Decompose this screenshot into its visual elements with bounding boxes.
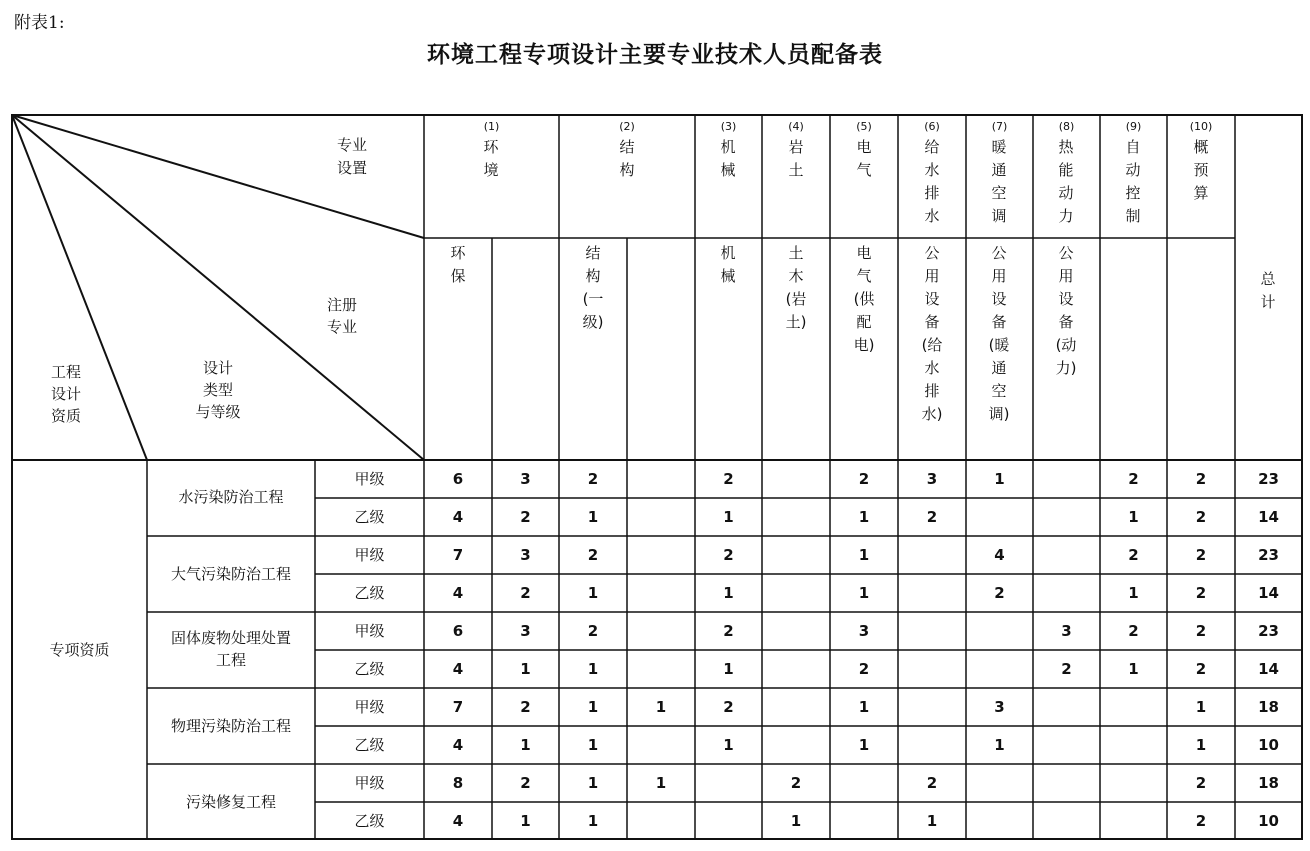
table-cell: 2 [1195,546,1207,564]
specialty-name: 概预算 [1193,138,1209,202]
total-header: 总计 [1260,270,1276,311]
table-cell [627,574,695,612]
project-type-label: 固体废物处理处置工程 [170,629,291,669]
grade-label: 甲级 [354,470,385,488]
table-cell [1033,802,1100,840]
total-cell: 10 [1258,736,1279,754]
table-cell [762,612,830,650]
qualification-label: 专项资质 [49,641,110,659]
table-cell [1033,764,1100,802]
corner-label-zizhi: 资质 [50,407,81,425]
corner-label-sheji: 设计 [202,359,233,377]
table-cell: 1 [723,660,734,678]
registered-label: 结构(一级) [582,244,604,331]
specialty-index: (6) [924,120,940,133]
registered-label: 公用设备(给水排水) [921,244,943,423]
table-cell: 2 [858,660,870,678]
annex-label: 附表1: [14,13,65,33]
table-cell: 2 [858,470,870,488]
table-cell [1033,688,1100,726]
grade-label: 甲级 [354,622,385,640]
table-cell: 2 [520,698,531,716]
specialty-index: (3) [720,120,737,133]
corner-label-zhuce: 注册 [326,296,357,314]
table-cell [1033,726,1100,764]
table-cell: 2 [1195,508,1207,526]
table-cell: 1 [1195,698,1207,716]
table-cell: 1 [926,812,938,830]
table-cell [966,612,1033,650]
registered-label: 公用设备(动力) [1055,244,1077,377]
table-cell: 1 [790,812,802,830]
table-cell: 2 [1195,774,1207,792]
grade-label: 乙级 [354,812,385,830]
table-cell: 2 [587,546,599,564]
table-cell: 1 [1128,584,1139,602]
table-cell [627,536,695,574]
table-cell [1033,536,1100,574]
table-cell: 2 [520,774,531,792]
table-cell: 2 [994,584,1005,602]
specialty-name: 自动控制 [1125,138,1141,225]
grade-label: 甲级 [354,774,385,792]
table-cell: 3 [520,470,531,488]
table-cell: 1 [655,774,667,792]
table-cell [966,498,1033,536]
registered-label: 土木(岩土) [785,244,807,331]
specialty-index: (10) [1189,120,1213,133]
grade-label: 甲级 [354,546,385,564]
table-cell: 2 [926,774,938,792]
registered-label: 环保 [450,244,466,285]
specialty-name: 电气 [856,138,872,179]
table-cell: 1 [1195,736,1207,754]
table-cell: 2 [926,508,938,526]
table-cell: 2 [587,470,599,488]
table-cell: 2 [1128,622,1139,640]
table-cell: 1 [587,774,599,792]
table-cell [627,460,695,498]
corner-label-dengji: 与等级 [195,403,241,421]
specialty-name: 岩土 [788,138,804,179]
table-cell: 1 [520,736,531,754]
table-cell: 4 [452,812,464,830]
table-cell [762,574,830,612]
table-cell [898,612,966,650]
table-cell [627,726,695,764]
table-cell: 1 [858,736,870,754]
table-cell: 1 [1128,508,1139,526]
specialty-index: (4) [788,120,804,133]
corner-label-zhuce-zhuanye: 专业 [326,318,357,336]
table-cell: 2 [1195,584,1207,602]
project-type-label: 物理污染防治工程 [170,717,291,735]
grade-label: 甲级 [354,698,385,716]
table-cell: 3 [520,622,531,640]
total-cell: 23 [1258,622,1279,640]
table-cell [627,498,695,536]
table-cell: 1 [587,812,599,830]
total-cell: 14 [1258,508,1279,526]
table-cell [762,498,830,536]
table-cell: 1 [587,584,599,602]
table-cell: 1 [1128,660,1139,678]
specialty-index: (1) [483,120,500,133]
specialty-name: 暖通空调 [991,138,1007,225]
page-title: 环境工程专项设计主要专业技术人员配备表 [427,42,883,68]
specialty-name: 给水排水 [924,138,940,225]
table-cell: 7 [452,546,464,564]
table-cell: 4 [994,546,1005,564]
registered-label: 电气(供配电) [853,244,875,354]
table-cell: 1 [858,546,870,564]
table-cell: 1 [520,812,531,830]
table-cell [762,688,830,726]
table-cell: 3 [1061,622,1072,640]
table-cell: 2 [520,508,531,526]
table-cell [966,802,1033,840]
specialty-index: (5) [856,120,872,133]
table-cell: 1 [723,584,734,602]
registered-label: 机械 [720,244,736,285]
table-cell: 8 [452,774,464,792]
specialty-index: (8) [1058,120,1075,133]
table-cell: 2 [1128,470,1139,488]
corner-label-gongcheng: 工程 [50,363,81,381]
table-cell: 3 [858,622,870,640]
table-cell: 1 [858,584,870,602]
specialty-index: (2) [619,120,635,133]
table-cell: 4 [452,584,464,602]
table-cell: 1 [723,508,734,526]
table-cell [627,612,695,650]
table-cell [1100,802,1167,840]
table-cell [830,764,898,802]
project-type-label: 大气污染防治工程 [170,565,291,583]
table-cell [898,726,966,764]
table-cell [762,460,830,498]
table-cell: 2 [587,622,599,640]
table-cell [1100,688,1167,726]
table-cell: 2 [1128,546,1139,564]
registered-label: 公用设备(暖通空调) [988,244,1010,423]
table-cell [966,650,1033,688]
table-cell: 2 [1061,660,1072,678]
total-cell: 23 [1258,470,1279,488]
specialty-index: (7) [991,120,1008,133]
corner-label-sheji2: 设计 [50,385,81,403]
table-cell: 2 [723,698,734,716]
grade-label: 乙级 [354,584,385,602]
table-cell: 2 [790,774,802,792]
table-cell: 1 [994,736,1005,754]
table-cell [1033,574,1100,612]
table-cell [898,536,966,574]
table-cell [627,650,695,688]
table-cell [762,650,830,688]
corner-label-zhuanye: 专业 [336,136,367,154]
grade-label: 乙级 [354,508,385,526]
table-cell: 2 [723,622,734,640]
table-cell: 1 [994,470,1005,488]
table-cell: 4 [452,736,464,754]
total-cell: 23 [1258,546,1279,564]
table-cell: 2 [520,584,531,602]
total-cell: 14 [1258,584,1279,602]
table-cell [695,764,762,802]
total-cell: 18 [1258,698,1279,716]
table-cell: 2 [1195,470,1207,488]
table-cell [1100,726,1167,764]
table-cell: 2 [1195,660,1207,678]
table-cell [1100,764,1167,802]
table-cell: 3 [994,698,1005,716]
total-cell: 18 [1258,774,1279,792]
corner-label-leixing: 类型 [202,381,233,399]
table-cell [898,650,966,688]
table-cell: 4 [452,508,464,526]
table-cell: 3 [520,546,531,564]
table-cell [695,802,762,840]
table-cell: 1 [858,508,870,526]
table-cell [1033,498,1100,536]
grade-label: 乙级 [354,660,385,678]
table-cell: 7 [452,698,464,716]
table-cell: 2 [723,546,734,564]
table-cell: 1 [655,698,667,716]
table-cell [762,536,830,574]
total-cell: 10 [1258,812,1279,830]
specialty-name: 环境 [483,138,499,179]
table-cell [1033,460,1100,498]
specialty-name: 热能动力 [1058,138,1074,225]
table-cell: 1 [587,508,599,526]
project-type-label: 污染修复工程 [185,793,276,811]
table-cell: 2 [723,470,734,488]
specialty-name: 机械 [720,138,736,179]
total-cell: 14 [1258,660,1279,678]
table-cell: 3 [926,470,938,488]
table-cell: 1 [587,736,599,754]
table-cell: 4 [452,660,464,678]
corner-label-shezhi: 设置 [336,159,367,177]
table-cell [830,802,898,840]
table-cell [627,802,695,840]
table-cell: 1 [587,660,599,678]
table-cell: 1 [723,736,734,754]
table-cell [898,574,966,612]
table-cell [762,726,830,764]
table-cell [898,688,966,726]
project-type-label: 水污染防治工程 [178,488,284,506]
table-cell: 6 [452,622,464,640]
table-cell: 2 [1195,622,1207,640]
table-cell: 1 [858,698,870,716]
table-cell: 6 [452,470,464,488]
specialty-index: (9) [1125,120,1142,133]
specialty-name: 结构 [619,138,635,179]
table-cell: 1 [587,698,599,716]
grade-label: 乙级 [354,736,385,754]
table-cell [966,764,1033,802]
table-cell: 1 [520,660,531,678]
table-cell: 2 [1195,812,1207,830]
